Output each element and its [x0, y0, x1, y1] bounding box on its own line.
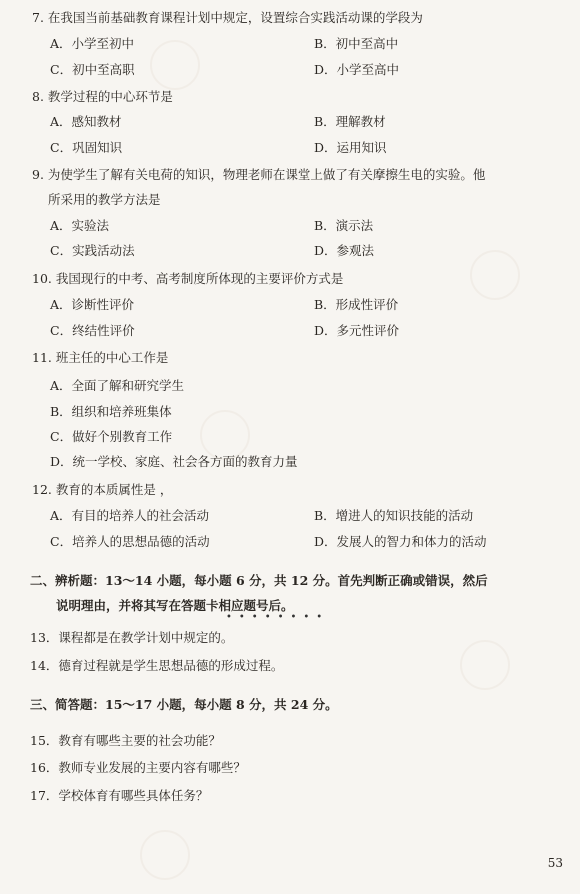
question-10	[32, 271, 343, 287]
section-2-heading-continued: 说明理由，并将其写在答题卡相应题号后。	[56, 598, 294, 613]
watermark-stamp	[200, 410, 250, 460]
option-a: A．全面了解和研究学生	[50, 378, 185, 393]
option-a: A．有目的培养人的社会活动	[50, 508, 210, 523]
option-a: A．诊断性评价	[50, 297, 135, 312]
option-d: D．统一学校、家庭、社会各方面的教育力量	[50, 454, 298, 469]
option-b: B．理解教材	[314, 114, 386, 129]
option-d: D．运用知识	[314, 140, 387, 155]
question-text-continued: 所采用的教学方法是	[48, 192, 161, 207]
question-number: 10.	[32, 271, 52, 286]
question-text: 为使学生了解有关电荷的知识，物理老师在课堂上做了有关摩擦生电的实验。他	[47, 167, 486, 182]
question-number: 8.	[32, 89, 44, 104]
section-3-heading: 三、简答题：15～17 小题，每小题 8 分，共 24 分。	[30, 697, 338, 712]
question-text: 在我国当前基础教育课程计划中规定，设置综合实践活动课的学段为	[47, 10, 423, 25]
question-11	[32, 350, 168, 366]
option-d: D．多元性评价	[314, 323, 400, 338]
option-d: D．发展人的智力和体力的活动	[314, 534, 487, 549]
watermark-stamp	[470, 250, 520, 300]
question-number: 12.	[32, 482, 52, 497]
question-number: 9.	[32, 167, 44, 182]
question-7	[32, 10, 423, 26]
option-b: B．初中至高中	[314, 36, 399, 51]
option-b: B．演示法	[314, 218, 374, 233]
option-a: A．感知教材	[50, 114, 122, 129]
option-b: B．形成性评价	[314, 297, 399, 312]
option-c: C．终结性评价	[50, 323, 135, 338]
option-d: D．小学至高中	[314, 62, 400, 77]
option-a: A．实验法	[50, 218, 110, 233]
option-c: C．实践活动法	[50, 243, 135, 258]
question-13: 13．课程都是在教学计划中规定的。	[30, 630, 234, 645]
option-b: B．组织和培养班集体	[50, 404, 172, 419]
question-number: 11.	[32, 350, 52, 365]
question-text: 我国现行的中考、高考制度所体现的主要评价方式是	[55, 271, 344, 286]
question-number: 7.	[32, 10, 44, 25]
question-12	[32, 482, 172, 498]
question-17: 17．学校体育有哪些具体任务？	[30, 788, 209, 803]
question-text: 教育的本质属性是 ，	[55, 482, 173, 497]
watermark-stamp	[150, 40, 200, 90]
question-15: 15．教育有哪些主要的社会功能？	[30, 733, 221, 748]
option-c: C．培养人的思想品德的活动	[50, 534, 210, 549]
question-14: 14．德育过程就是学生思想品德的形成过程。	[30, 658, 284, 673]
watermark-stamp	[140, 830, 190, 880]
question-16: 16．教师专业发展的主要内容有哪些？	[30, 760, 246, 775]
option-a: A．小学至初中	[50, 36, 135, 51]
option-c: C．初中至高职	[50, 62, 135, 77]
question-9	[32, 167, 485, 183]
option-b: B．增进人的知识技能的活动	[314, 508, 474, 523]
section-2-heading: 二、辨析题：13～14 小题，每小题 6 分，共 12 分。首先判断正确或错误，然后	[30, 573, 488, 588]
option-c: C．做好个别教育工作	[50, 429, 173, 444]
emphasis-dots: ••••••••	[226, 612, 330, 623]
question-8	[32, 89, 173, 105]
watermark-stamp	[460, 640, 510, 690]
question-text: 教学过程的中心环节是	[47, 89, 173, 104]
page-number: 53	[547, 856, 563, 870]
option-c: C．巩固知识	[50, 140, 123, 155]
question-text: 班主任的中心工作是	[55, 350, 169, 365]
option-d: D．参观法	[314, 243, 375, 258]
